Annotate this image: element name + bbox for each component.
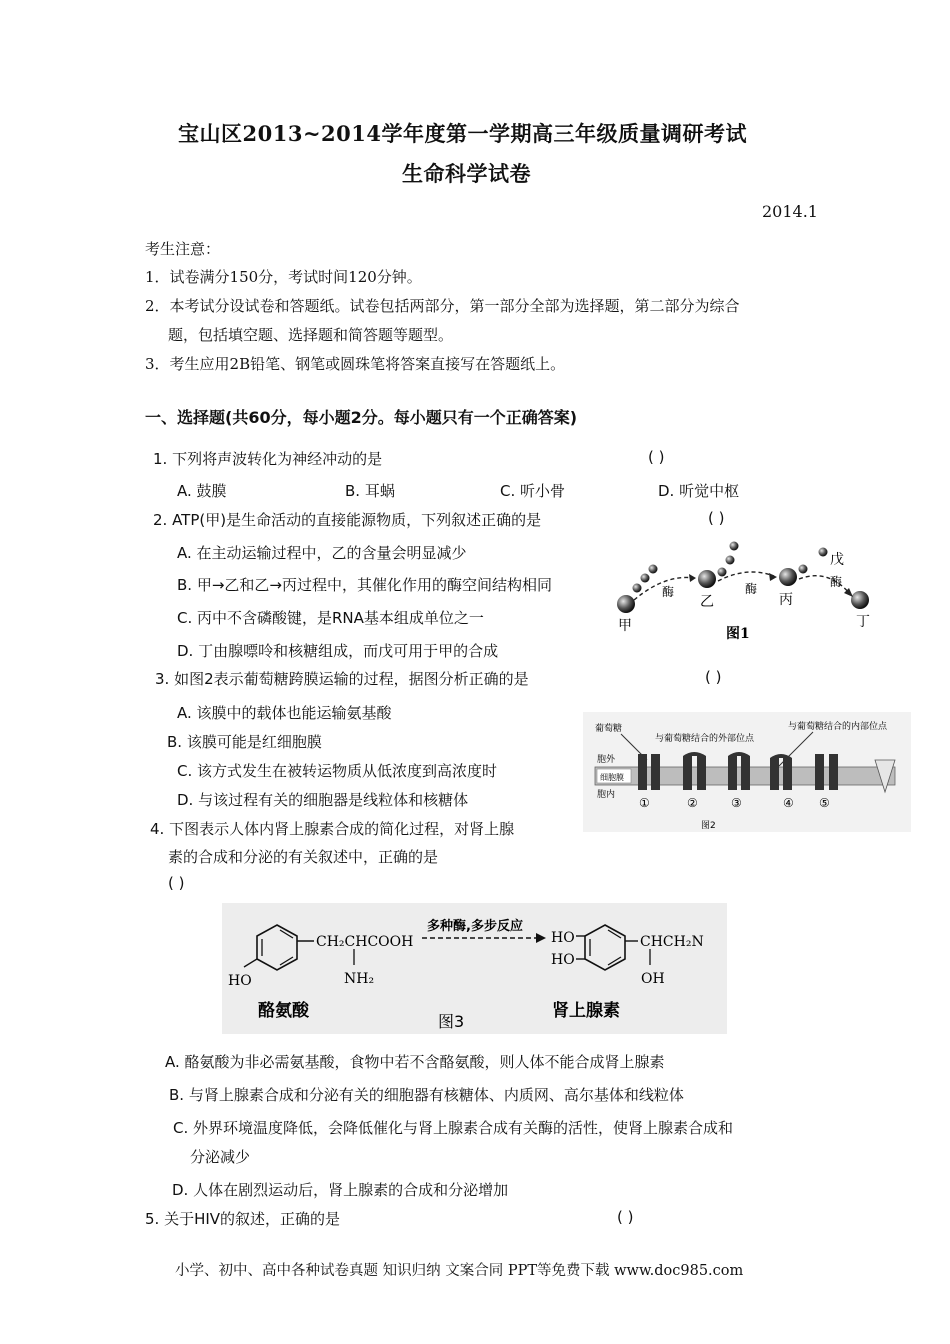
figure-caption: 图3 xyxy=(438,1012,465,1031)
question-4-stem-cont: 素的合成和分泌的有关叙述中，正确的是 xyxy=(168,848,439,866)
label-ding: 丁 xyxy=(856,614,870,630)
step-label: ② xyxy=(687,796,698,810)
option-a: A. 该膜中的载体也能运输氨基酸 xyxy=(177,704,392,722)
step-label: ③ xyxy=(731,796,742,810)
label-enzyme: 酶 xyxy=(830,575,843,589)
label-enzyme: 酶 xyxy=(745,582,758,596)
option-b: B. 该膜可能是红细胞膜 xyxy=(167,733,322,751)
exam-title: 宝山区2013~2014学年度第一学期高三年级质量调研考试 xyxy=(178,121,747,146)
label-enzyme: 酶 xyxy=(662,585,675,599)
figure-3-epinephrine-synthesis xyxy=(222,903,727,1034)
notice-item: 1．试卷满分150分，考试时间120分钟。 xyxy=(145,268,422,286)
exam-subtitle: 生命科学试卷 xyxy=(402,161,531,186)
answer-bracket: ( ) xyxy=(705,668,722,686)
figure-caption: 图1 xyxy=(726,626,750,642)
epinephrine-chain: CHCH₂N xyxy=(640,934,704,950)
footer-text: 小学、初中、高中各种试卷真题 知识归纳 文案合同 PPT等免费下载 www.doc985.com xyxy=(175,1263,744,1279)
option-c: C. 外界环境温度降低，会降低催化与肾上腺素合成有关酶的活性，使肾上腺素合成和 xyxy=(173,1119,734,1137)
epinephrine-ho-2: HO xyxy=(551,952,575,968)
option-a: A. 在主动运输过程中，乙的含量会明显减少 xyxy=(177,544,467,562)
notice-heading: 考生注意： xyxy=(145,240,221,258)
option-c: C. 该方式发生在被转运物质从低浓度到高浓度时 xyxy=(177,762,498,780)
tyrosine-name: 酪氨酸 xyxy=(258,1001,309,1021)
epinephrine-name: 肾上腺素 xyxy=(552,1001,620,1021)
tyrosine-nh2: NH₂ xyxy=(344,971,375,987)
option-a: A. 鼓膜 xyxy=(177,482,227,500)
label-jia: 甲 xyxy=(618,618,632,634)
molecule-bing xyxy=(779,568,797,586)
label-outside: 胞外 xyxy=(597,755,616,765)
question-3-stem: 3. 如图2表示葡萄糖跨膜运输的过程，据图分析正确的是 xyxy=(155,670,529,688)
figure-1-atp-diagram xyxy=(610,538,895,650)
option-b: B. 甲→乙和乙→丙过程中，其催化作用的酶空间结构相同 xyxy=(177,576,552,594)
answer-bracket: ( ) xyxy=(648,448,665,466)
question-4-stem: 4. 下图表示人体内肾上腺素合成的简化过程，对肾上腺 xyxy=(150,820,515,838)
figure-caption: 图2 xyxy=(701,821,716,831)
label-glucose: 葡萄糖 xyxy=(595,724,623,734)
question-1-stem: 1. 下列将声波转化为神经冲动的是 xyxy=(153,450,383,468)
notice-item: 3．考生应用2B铅笔、钢笔或圆珠笔将答案直接写在答题纸上。 xyxy=(145,355,566,373)
label-outer-site: 与葡萄糖结合的外部位点 xyxy=(655,734,755,744)
option-a: A. 酪氨酸为非必需氨基酸，食物中若不含酪氨酸，则人体不能合成肾上腺素 xyxy=(165,1053,665,1071)
section-heading: 一、选择题(共60分，每小题2分。每小题只有一个正确答案) xyxy=(145,408,578,427)
question-2-stem: 2. ATP(甲)是生命活动的直接能源物质，下列叙述正确的是 xyxy=(153,511,542,529)
tyrosine-chain: CH₂CHCOOH xyxy=(316,934,414,950)
label-inside: 胞内 xyxy=(597,790,616,800)
option-c-cont: 分泌减少 xyxy=(190,1148,251,1166)
option-d: D. 人体在剧烈运动后，肾上腺素的合成和分泌增加 xyxy=(172,1181,509,1199)
step-label: ⑤ xyxy=(819,796,830,810)
option-c: C. 丙中不含磷酸键，是RNA基本组成单位之一 xyxy=(177,609,484,627)
molecule-yi xyxy=(698,570,716,588)
label-wu: 戊 xyxy=(830,552,844,568)
figure-2-glucose-transport xyxy=(583,712,911,832)
answer-bracket: ( ) xyxy=(168,874,185,892)
option-b: B. 耳蜗 xyxy=(345,482,395,500)
option-d: D. 与该过程有关的细胞器是线粒体和核糖体 xyxy=(177,791,469,809)
step-label: ④ xyxy=(783,796,794,810)
molecule-jia xyxy=(617,595,635,613)
answer-bracket: ( ) xyxy=(617,1208,634,1226)
option-b: B. 与肾上腺素合成和分泌有关的细胞器有核糖体、内质网、高尔基体和线粒体 xyxy=(169,1086,684,1104)
label-yi: 乙 xyxy=(700,594,714,610)
notice-item: 2．本考试分设试卷和答题纸。试卷包括两部分，第一部分全部为选择题，第二部分为综合 xyxy=(145,297,740,315)
label-bing: 丙 xyxy=(779,592,793,608)
tyrosine-ho: HO xyxy=(228,973,252,989)
epinephrine-ho-1: HO xyxy=(551,930,575,946)
question-5-stem: 5. 关于HIV的叙述，正确的是 xyxy=(145,1210,341,1228)
label-inner-site: 与葡萄糖结合的内部位点 xyxy=(788,722,888,732)
exam-date: 2014.1 xyxy=(762,202,818,221)
step-label: ① xyxy=(639,796,650,810)
notice-item: 题，包括填空题、选择题和简答题等题型。 xyxy=(168,326,454,344)
answer-bracket: ( ) xyxy=(708,509,725,527)
option-d: D. 听觉中枢 xyxy=(658,482,740,500)
option-c: C. 听小骨 xyxy=(500,482,566,500)
option-d: D. 丁由腺嘌呤和核糖组成，而戊可用于甲的合成 xyxy=(177,642,499,660)
reaction-label: 多种酶,多步反应 xyxy=(427,919,523,934)
label-membrane: 细胞膜 xyxy=(600,773,624,782)
epinephrine-oh: OH xyxy=(641,971,665,987)
molecule-ding xyxy=(851,591,869,609)
